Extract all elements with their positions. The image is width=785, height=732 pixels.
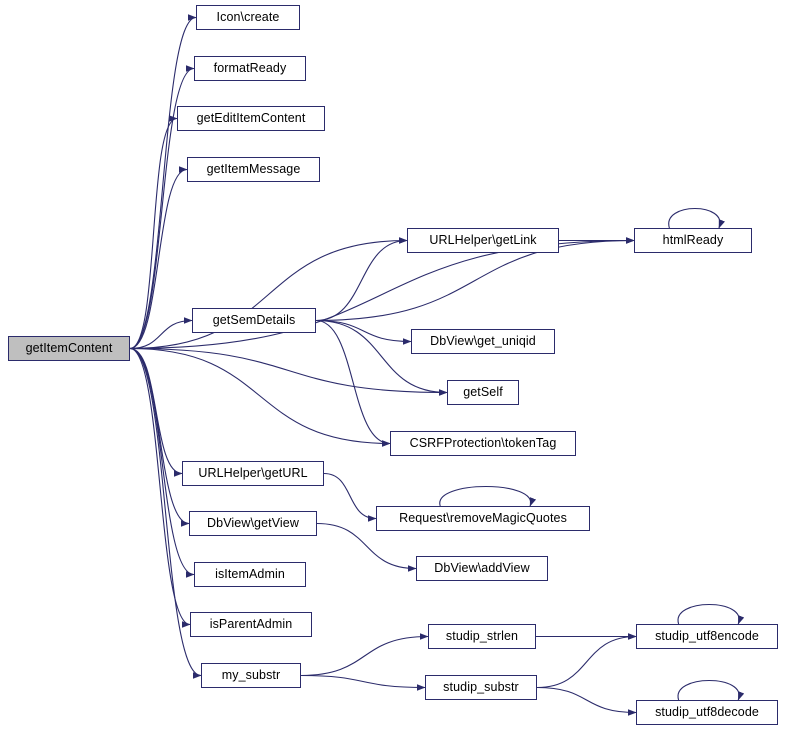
graph-node-getSemDetails[interactable]: getSemDetails [192, 308, 316, 333]
graph-node-getSelf[interactable]: getSelf [447, 380, 519, 405]
edge-getItemContent-to-getItemMessage [130, 170, 187, 349]
edge-studipUtf8encode-to-studipUtf8encode [678, 605, 739, 625]
graph-node-dbViewAddView[interactable]: DbView\addView [416, 556, 548, 581]
edge-getItemContent-to-getEditItemContent [130, 119, 177, 349]
graph-node-getEditItemContent[interactable]: getEditItemContent [177, 106, 325, 131]
graph-node-csrfTokenTag[interactable]: CSRFProtection\tokenTag [390, 431, 576, 456]
edge-getSemDetails-to-csrfTokenTag [316, 321, 390, 444]
edge-getItemContent-to-getSelf [130, 349, 447, 393]
graph-node-formatReady[interactable]: formatReady [194, 56, 306, 81]
graph-node-isItemAdmin[interactable]: isItemAdmin [194, 562, 306, 587]
graph-node-studipSubstr[interactable]: studip_substr [425, 675, 537, 700]
graph-node-mySubstr[interactable]: my_substr [201, 663, 301, 688]
graph-node-studipUtf8encode[interactable]: studip_utf8encode [636, 624, 778, 649]
graph-node-urlHelperGetURL[interactable]: URLHelper\getURL [182, 461, 324, 486]
edge-getSemDetails-to-dbViewGetUniqid [316, 321, 411, 342]
edge-studipSubstr-to-studipUtf8encode [537, 637, 636, 688]
graph-node-dbViewGetView[interactable]: DbView\getView [189, 511, 317, 536]
edge-getSemDetails-to-urlHelperGetLink [316, 241, 407, 321]
graph-node-studipUtf8decode[interactable]: studip_utf8decode [636, 700, 778, 725]
edge-urlHelperGetURL-to-requestRemoveMagicQuotes [324, 474, 376, 519]
graph-node-getItemMessage[interactable]: getItemMessage [187, 157, 320, 182]
edge-getItemContent-to-dbViewGetView [130, 349, 189, 524]
graph-node-getItemContent[interactable]: getItemContent [8, 336, 130, 361]
graph-node-iconCreate[interactable]: Icon\create [196, 5, 300, 30]
graph-node-htmlReady[interactable]: htmlReady [634, 228, 752, 253]
edge-mySubstr-to-studipSubstr [301, 676, 425, 688]
graph-node-dbViewGetUniqid[interactable]: DbView\get_uniqid [411, 329, 555, 354]
edge-studipSubstr-to-studipUtf8decode [537, 688, 636, 713]
edge-requestRemoveMagicQuotes-to-requestRemoveMagicQuotes [440, 487, 531, 507]
edge-getItemContent-to-iconCreate [130, 18, 196, 349]
graph-node-isParentAdmin[interactable]: isParentAdmin [190, 612, 312, 637]
graph-node-studipStrlen[interactable]: studip_strlen [428, 624, 536, 649]
edge-studipUtf8decode-to-studipUtf8decode [678, 681, 739, 701]
graph-node-requestRemoveMagicQuotes[interactable]: Request\removeMagicQuotes [376, 506, 590, 531]
edge-mySubstr-to-studipStrlen [301, 637, 428, 676]
edge-htmlReady-to-htmlReady [669, 209, 720, 229]
edge-getItemContent-to-isParentAdmin [130, 349, 190, 625]
edge-getItemContent-to-getSemDetails [130, 321, 192, 349]
graph-node-urlHelperGetLink[interactable]: URLHelper\getLink [407, 228, 559, 253]
